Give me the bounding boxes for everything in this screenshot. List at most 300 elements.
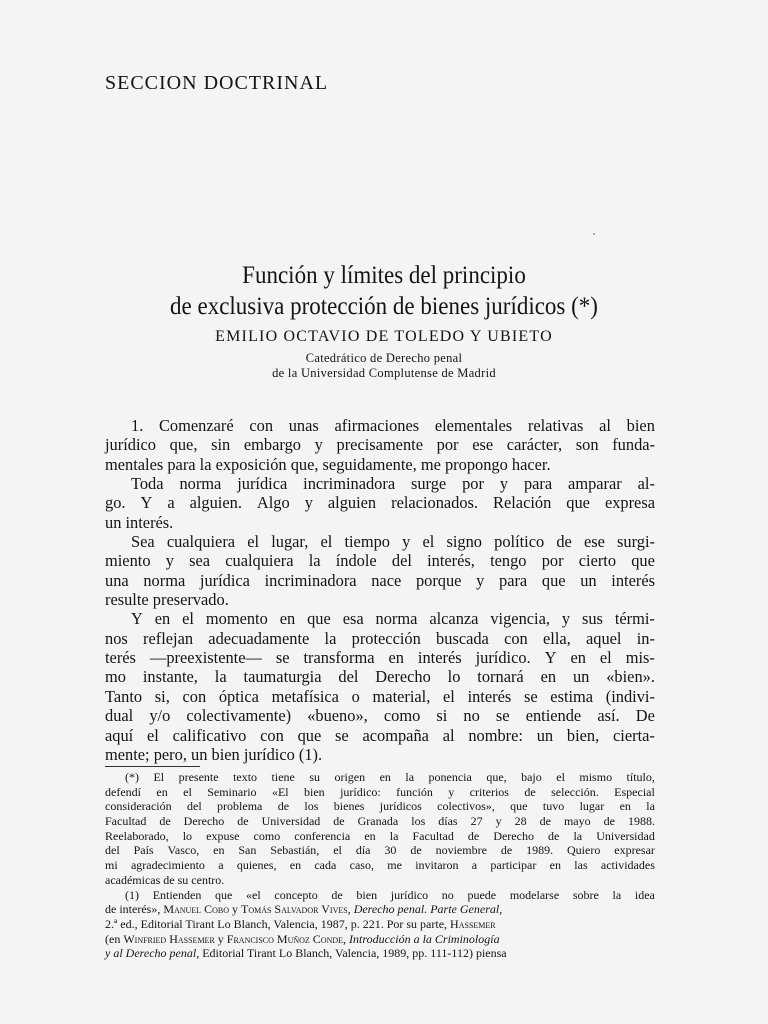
word: entiende <box>525 706 582 726</box>
word: Derecho <box>493 828 534 843</box>
word: tiempo <box>344 532 390 552</box>
word: en <box>619 799 631 814</box>
word: protección <box>351 628 421 648</box>
word: De <box>635 706 655 726</box>
word: que <box>215 887 233 902</box>
word: actividades <box>600 858 655 873</box>
footnote-line: académicas de su centro. <box>105 872 225 887</box>
footnote-line <box>105 902 655 917</box>
word: con <box>249 416 274 435</box>
word: (1) <box>125 887 139 902</box>
word: días <box>438 814 458 829</box>
word: cada <box>314 858 337 873</box>
word: tengo <box>490 551 527 571</box>
word: elementales <box>434 416 513 435</box>
word: surgi- <box>617 532 655 552</box>
word: relativas <box>527 416 584 435</box>
word: lugar <box>579 799 605 814</box>
word: concepto <box>274 887 318 902</box>
author-name: EMILIO OCTAVIO DE TOLEDO Y UBIETO <box>215 328 553 345</box>
footnote-text: , <box>343 931 350 946</box>
word: se <box>523 686 538 706</box>
word: su <box>309 770 320 784</box>
body-line <box>105 609 655 628</box>
word: caso, <box>349 858 374 873</box>
word: colectivos», <box>437 799 495 814</box>
word: se <box>495 706 510 726</box>
word: nace <box>371 570 402 590</box>
word: con <box>504 628 528 648</box>
word: 1. <box>131 416 144 435</box>
word: un <box>572 667 590 687</box>
body-line <box>105 571 655 590</box>
word: Toda <box>131 474 164 494</box>
word: que <box>541 570 566 590</box>
word: del <box>187 799 202 814</box>
word: título, <box>626 770 655 784</box>
word: «El <box>271 784 289 799</box>
word: por <box>462 474 484 494</box>
word: o <box>351 686 360 706</box>
word: de <box>159 814 171 829</box>
word: Seminario <box>207 784 257 799</box>
word: jurídicos <box>379 799 422 814</box>
word: selección. <box>551 784 599 799</box>
word: al- <box>637 474 655 494</box>
word: a <box>167 493 175 513</box>
word: Sea <box>131 532 155 552</box>
word: si <box>436 706 448 726</box>
word: «bueno», <box>307 706 368 726</box>
word: de <box>237 814 249 829</box>
word: sin <box>211 435 231 455</box>
word: la <box>324 628 337 648</box>
word: la <box>308 551 321 571</box>
word: en <box>289 858 302 873</box>
word: 1988. <box>627 814 655 829</box>
word: País <box>133 843 154 858</box>
word: en <box>570 648 586 668</box>
body-line: un interés. <box>105 512 174 532</box>
word: la <box>646 799 655 814</box>
footnote-text: y <box>214 931 227 946</box>
word: expresar <box>614 843 655 858</box>
word: el <box>182 609 194 629</box>
word: reflejan <box>143 628 194 648</box>
word: metafísica <box>271 686 339 706</box>
word: el <box>147 725 159 745</box>
footnote-line <box>105 932 655 947</box>
cited-title: y al Derecho penal, <box>105 946 200 961</box>
word: Y <box>140 493 153 513</box>
footnote-text: y <box>228 902 241 917</box>
word: texto <box>233 770 258 784</box>
word: expuse <box>206 828 240 843</box>
word: el <box>183 784 192 799</box>
word: jurídico. <box>475 648 531 668</box>
affiliation-line-2: de la Universidad Complutense de Madrid <box>272 366 496 380</box>
body-line <box>105 667 655 686</box>
word: en <box>364 828 376 843</box>
word: como <box>253 828 281 843</box>
word: Especial <box>614 784 655 799</box>
body-line <box>105 551 655 570</box>
word: lo <box>447 667 461 687</box>
word: lo <box>182 828 193 843</box>
word: sus <box>581 609 603 629</box>
word: afirmaciones <box>334 416 420 435</box>
word: Algo <box>256 493 290 513</box>
word: Facultad <box>105 814 147 829</box>
word: el <box>333 843 342 858</box>
word: función <box>396 784 433 799</box>
word: miento <box>105 551 151 571</box>
word: amparar <box>568 474 622 494</box>
word: que <box>631 551 655 571</box>
word: norma <box>375 609 418 629</box>
body-line <box>105 706 655 725</box>
word: así. <box>597 706 620 726</box>
body-line <box>105 629 655 648</box>
word: Universidad <box>261 814 321 829</box>
word: el <box>320 532 333 552</box>
word: la <box>389 828 399 843</box>
word: cualquiera <box>225 551 294 571</box>
word: de <box>603 814 615 829</box>
word: consideración <box>105 799 172 814</box>
word: y <box>304 493 313 513</box>
word: instante, <box>142 667 198 687</box>
word: de <box>548 828 560 843</box>
word: esa <box>342 609 364 629</box>
word: incriminadora <box>264 570 357 590</box>
word: Facultad <box>412 828 454 843</box>
word: la <box>214 667 227 687</box>
title-line-2: de exclusiva protección de bienes jurídicos (*) <box>170 293 598 320</box>
word: son <box>575 435 599 455</box>
word: a <box>218 858 224 873</box>
word: para <box>499 570 528 590</box>
word: el <box>556 770 565 784</box>
word: San <box>238 843 257 858</box>
word: jurídica <box>199 570 250 590</box>
word: la <box>405 770 415 784</box>
footnote-text: (en <box>105 931 124 946</box>
word: quienes, <box>236 858 277 873</box>
word: Y <box>131 609 143 629</box>
title-block <box>0 260 768 381</box>
cited-author: Francisco Muñoz Conde <box>226 931 344 946</box>
word: que <box>566 493 590 513</box>
footnote-line <box>105 917 655 932</box>
word: aquí <box>105 725 134 745</box>
word: alcanza <box>429 609 479 629</box>
word: noviembre <box>435 843 487 858</box>
word: jurídico <box>105 435 156 455</box>
word: Vasco, <box>167 843 200 858</box>
word: relacionados. <box>391 493 479 513</box>
word: problema <box>217 799 263 814</box>
word: y <box>499 474 509 494</box>
word: norma <box>179 474 222 494</box>
footnote-line <box>105 888 655 903</box>
word: interés, <box>427 551 475 571</box>
footnote-line <box>105 814 655 829</box>
word: idea <box>634 887 655 902</box>
word: ese <box>472 435 494 455</box>
word: de <box>539 814 551 829</box>
word: adecuadamente <box>208 628 310 648</box>
word: los <box>411 814 426 829</box>
body-line: resulte preservado. <box>105 590 229 610</box>
word: se <box>275 648 290 668</box>
word: Quiero <box>567 843 601 858</box>
word: una <box>105 570 129 590</box>
word: origen <box>334 770 366 784</box>
word: surge <box>410 474 447 494</box>
word: el <box>599 648 612 668</box>
word: ese <box>583 532 605 552</box>
body-line: mente; pero, un bien jurídico (1). <box>105 744 323 764</box>
affiliation-line-1: Catedrático de Derecho penal <box>305 351 463 365</box>
word: tuvo <box>542 799 565 814</box>
word: 30 <box>384 843 397 858</box>
body-line <box>105 726 655 745</box>
body-text <box>105 416 655 764</box>
word: tornará <box>477 667 524 687</box>
word: funda- <box>612 435 655 455</box>
word: interés <box>611 570 655 590</box>
word: lugar, <box>271 532 309 552</box>
word: Granada <box>357 814 399 829</box>
word: precisamente <box>336 435 423 455</box>
word: (indivi- <box>605 686 655 706</box>
word: dual <box>105 706 134 726</box>
word: Y <box>544 648 557 668</box>
word: participar <box>490 858 537 873</box>
word: El <box>153 770 165 784</box>
word: del <box>338 667 359 687</box>
word: acompaña <box>362 725 429 745</box>
word: en <box>279 609 296 629</box>
word: y/o <box>149 706 171 726</box>
word: a <box>471 858 478 873</box>
footnote-text: de interés», <box>105 902 164 917</box>
word: que <box>510 799 528 814</box>
word: sobre <box>572 887 599 902</box>
word: jurídica <box>237 474 288 494</box>
word: criterios <box>469 784 509 799</box>
word: Derecho <box>375 667 431 687</box>
word: térmi- <box>614 609 655 629</box>
word: calificativo <box>172 725 247 745</box>
word: un <box>536 725 554 745</box>
footnote-line <box>105 946 655 961</box>
word: con <box>260 725 284 745</box>
footnote-line <box>105 799 655 814</box>
word: «el <box>246 887 261 902</box>
word: Reelaborado, <box>105 828 169 843</box>
word: jurídico: <box>340 784 381 799</box>
word: alguien <box>327 493 377 513</box>
word: 27 <box>470 814 483 829</box>
word: sea <box>189 551 211 571</box>
word: expresa <box>604 493 655 513</box>
word: que, <box>486 770 507 784</box>
word: y <box>402 532 411 552</box>
word: el <box>443 686 455 706</box>
title-line-1: Función y límites del principio <box>242 262 526 289</box>
word: ella, <box>542 628 571 648</box>
word: nos <box>105 628 128 648</box>
word: óptica <box>218 686 259 706</box>
word: cierta- <box>613 725 655 745</box>
word: Relación <box>493 493 552 513</box>
word: político <box>494 532 545 552</box>
word: de <box>556 532 572 552</box>
word: invitaron <box>415 858 459 873</box>
word: y <box>314 435 323 455</box>
word: y <box>476 570 485 590</box>
word: mi <box>105 858 118 873</box>
word: y <box>495 814 502 829</box>
body-line <box>105 493 655 512</box>
word: del <box>105 843 120 858</box>
word: cualquiera <box>166 532 236 552</box>
word: carácter, <box>506 435 563 455</box>
word: defendí <box>105 784 141 799</box>
cited-title: Derecho penal. Parte General, <box>353 902 503 917</box>
word: mismo <box>579 770 613 784</box>
word: vigencia, <box>490 609 550 629</box>
cited-author: Hassemer <box>450 916 496 931</box>
word: en <box>154 609 171 629</box>
word: cierto <box>578 551 617 571</box>
cited-author: Tomás Salvador Vives <box>240 902 348 917</box>
word: (*) <box>125 770 139 784</box>
word: «bien». <box>606 667 655 687</box>
word: no <box>441 887 454 902</box>
word: colectivamente) <box>186 706 292 726</box>
footnote-line <box>105 770 655 785</box>
word: mayo <box>563 814 591 829</box>
word: de <box>410 843 422 858</box>
word: modelarse <box>509 887 560 902</box>
word: bien <box>356 887 378 902</box>
word: in- <box>636 628 655 648</box>
word: en <box>156 784 168 799</box>
section-header: SECCION DOCTRINAL <box>105 72 329 94</box>
word: de <box>524 784 536 799</box>
word: porque <box>415 570 462 590</box>
footnote-divider <box>105 766 200 767</box>
word: me <box>387 858 402 873</box>
word: —preexistente— <box>149 648 262 668</box>
word: tiene <box>271 770 295 784</box>
word: jurídico <box>390 887 429 902</box>
word: que, <box>169 435 198 455</box>
word: transforma <box>303 648 375 668</box>
word: mis- <box>625 648 655 668</box>
word: las <box>574 858 588 873</box>
word: los <box>304 799 319 814</box>
word: norma <box>143 570 186 590</box>
body-line <box>105 474 655 493</box>
word: al <box>442 725 455 745</box>
footnotes <box>105 770 655 961</box>
word: agradecimiento <box>130 858 205 873</box>
word: día <box>355 843 371 858</box>
word: que <box>307 609 331 629</box>
word: interés <box>467 686 512 706</box>
body-line <box>105 532 655 551</box>
word: 1989. <box>526 843 554 858</box>
word: alguien. <box>189 493 242 513</box>
word: puede <box>467 887 497 902</box>
word: en <box>540 667 557 687</box>
word: mo <box>105 667 126 687</box>
word: Sebastián, <box>270 843 320 858</box>
word: incriminadora <box>303 474 396 494</box>
word: en <box>213 843 225 858</box>
body-line: mentales para la exposición que, seguidamente, me propongo hacer. <box>105 454 551 474</box>
body-line <box>105 648 655 667</box>
word: embargo <box>243 435 301 455</box>
word: signo <box>446 532 482 552</box>
word: al <box>599 416 611 435</box>
footnote-text: 2.ª ed., Editorial Tirant Lo Blanch, Valencia, 1987, p. 221. Por su parte, <box>105 916 451 931</box>
word: Entienden <box>152 887 202 902</box>
cited-author: Manuel Cobo <box>163 902 229 917</box>
word: en <box>549 858 561 873</box>
word: índole <box>335 551 377 571</box>
footnote-line <box>105 829 655 844</box>
word: para <box>523 474 553 494</box>
body-line <box>105 416 655 435</box>
word: con <box>182 686 207 706</box>
word: Universidad <box>596 828 655 843</box>
footnote-line <box>105 843 655 858</box>
word: de <box>277 799 290 814</box>
word: bien <box>626 416 655 435</box>
word: estima <box>550 686 594 706</box>
word: el <box>247 532 260 552</box>
word: no <box>463 706 480 726</box>
word: de <box>500 843 513 858</box>
word: en <box>388 648 404 668</box>
word: de <box>331 887 343 902</box>
word: en <box>379 770 391 784</box>
word: aquel <box>585 628 622 648</box>
word: momento <box>205 609 268 629</box>
word: si, <box>154 686 170 706</box>
word: go. <box>105 493 126 513</box>
footnote-text: , <box>347 902 354 917</box>
word: nombre: <box>468 725 523 745</box>
word: Comenzaré <box>159 416 234 435</box>
footnote-line <box>105 785 655 800</box>
word: se <box>335 725 349 745</box>
word: por <box>436 435 459 455</box>
word: Derecho <box>183 814 225 829</box>
word: y <box>561 609 571 629</box>
word: Tanto <box>105 686 143 706</box>
word: y <box>165 551 174 571</box>
word: interés <box>417 648 462 668</box>
word: ponencia <box>428 770 472 784</box>
cited-author: Winfried Hassemer <box>123 931 215 946</box>
word: terés <box>105 648 136 668</box>
